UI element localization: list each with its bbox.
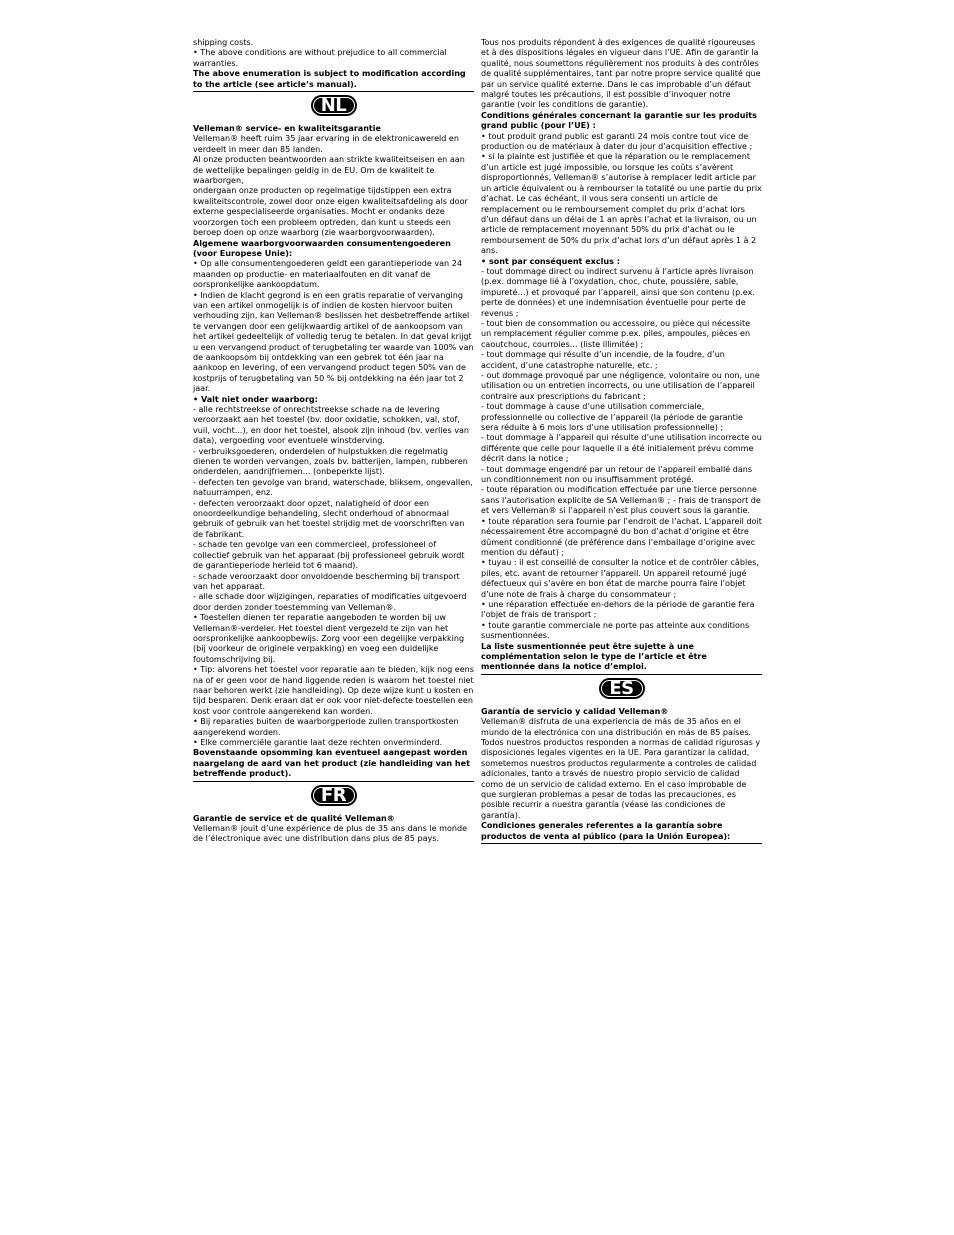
es-title: Garantía de servicio y calidad Velleman® [481,706,669,716]
fr-intro-continued: Tous nos produits répondent à des exigences de qualité rigoureuses et à des dispositions légales en vigueur dans l’UE. Afin de garantir la qualité, nous soumettons régulièrement nos produits à des contrôles de qualité supplémentaires, tant par notre propre service qualité que par un service qualité externe. Dans le cas improbable d’un défaut malgré toutes les précautions, il est possible d’invoquer notre garantie (voir les conditions de garantie). [481,38,761,110]
fr-title: Garantie de service et de qualité Velleman® [193,813,395,823]
nl-notice: Bovenstaande opsomming kan eventueel aangepast worden naargelang de aard van het product (zie handleiding van het betreffende product). [193,748,470,779]
fr-excluded-title: • sont par conséquent exclus : [481,256,620,266]
nl-language-badge: NL [311,95,357,116]
nl-conditions-title: Algemene waarborgvoorwaarden consumentengoederen (voor Europese Unie): [193,238,451,258]
en-notice: The above enumeration is subject to modification according to the article (see article’s manual). [193,69,466,89]
fr-intro: Velleman® jouit d’une expérience de plus de 35 ans dans le monde de l’électronique avec une distribution dans plus de 85 pays. [193,824,468,844]
nl-title: Velleman® service- en kwaliteitsgarantie [193,124,381,134]
es-intro: Velleman® disfruta de una experiencia de más de 35 años en el mundo de la electrónica con una distribución en más de 85 países. Todos nuestros productos responden a normas de calidad rigurosas y disposiciones legales vigentes en la UE. Para garantizar la calidad, sometemos nuestros productos regularmente a controles de calidad adicionales, tanto a través de nuestro propio servicio de calidad como de un servicio de calidad externo. En el caso improbable de que surgieran problemas a pesar de todas las precauciones, es posible recurrir a nuestra garantía (véase las condiciones de garantía). [481,717,761,820]
es-language-badge: ES [599,678,645,699]
nl-excluded: - alle rechtstreekse of onrechtstreekse schade na de levering veroorzaakt aan het toestel (bv. door oxidatie, schokken, val, stof, vuil, vocht...), en door het toestel, alsook zijn inhoud (bv. verlies van data), vergoeding voor eventuele winstderving. - verbruiksgoederen, onderdelen of hulpstukken die regelmatig dienen te worden vervangen, zoals bv. batterijen, lampen, rubberen onderdelen, aandrijfriemen... (onbeperkte lijst). - defecten ten gevolge van brand, waterschade, bliksem, ongevallen, natuurrampen, enz. - defecten veroorzaakt door opzet, nalatigheid of door een onoordeelkundige behandeling, slecht onderhoud of abnormaal gebruik of gebruik van het toestel strijdig met de voorschriften van de fabrikant. - schade ten gevolge van een commercieel, professioneel of collectief gebruik van het apparaat (bij professioneel gebruik wordt de garantieperiode herleid tot 6 maand). - schade veroorzaakt door onvoldoende bescherming bij transport van het apparaat. - alle schade door wijzigingen, reparaties of modificaties uitgevoerd door derden zonder toestemming van Velleman®. • Toestellen dienen ter reparatie aangeboden te worden bij uw Velleman®-verdeler. Het toestel dient vergezeld te zijn van het oorspronkelijke aankoopbewijs. Zorg voor een degelijke verpakking (bij voorkeur de originele verpakking) en voeg een duidelijke foutomschrijving bij. • Tip: alvorens het toestel voor reparatie aan te bieden, kijk nog eens na of er geen voor de hand liggende reden is waarom het toestel niet naar behoren werkt (zie handleiding). Op deze wijze kunt u kosten en tijd besparen. Denk eraan dat er ook voor niet-defecte toestellen een kost voor controle aangerekend kan worden. • Bij reparaties buiten de waarborgperiode zullen transportkosten aangerekend worden. • Elke commerciële garantie laat deze rechten onverminderd. [193,405,474,747]
nl-conditions: • Op alle consumentengoederen geldt een garantieperiode van 24 maanden op productie- en materiaalfouten en dit vanaf de oorspronkelijke aankoopdatum. • Indien de klacht gegrond is en een gratis reparatie of vervanging van een artikel onmogelijk is of indien de kosten hiervoor buiten verhouding zijn, kan Velleman® beslissen het desbetreffende artikel te vervangen door een gelijkwaardig artikel of de aankoopsom van het artikel gedeeltelijk of volledig terug te betalen. In dat geval krijgt u een vervangend product of terugbetaling ter waarde van 100% van de aankoopsom bij ontdekking van een gebrek tot één jaar na aankoop en levering, of een vervangend product tegen 50% van de kostprijs of terugbetaling van 50 % bij ontdekking na één jaar tot 2 jaar. [193,259,474,394]
fr-conditions-title: Conditions générales concernant la garantie sur les produits grand public (pour l’UE) : [481,110,757,131]
nl-excluded-title: • Valt niet onder waarborg: [193,394,318,404]
nl-intro: Velleman® heeft ruim 35 jaar ervaring in de elektronicawereld en verdeelt in meer dan 85 landen. Al onze producten beantwoorden aan strikte kwaliteitseisen en aan de wettelijke bepalingen geldig in de EU. Om de kwaliteit te waarborgen, ondergaan onze producten op regelmatige tijdstippen een extra kwaliteitscontrole, zowel door onze eigen kwaliteitsafdeling als door externe gespecialiseerde organisaties. Mocht er ondanks deze voorzorgen toch een probleem optreden, dan kunt u steeds een beroep doen op onze waarborg (zie waarborgvoorwaarden). [193,134,468,238]
divider [481,674,762,675]
divider [193,781,474,782]
divider [193,91,474,92]
left-column [193,38,474,845]
fr-badge-wrap [193,785,474,807]
es-conditions-title: Condiciones generales referentes a la garantía sobre productos de venta al público (para la Unión Europea): [481,821,731,841]
es-badge-wrap [481,678,762,700]
nl-badge-wrap [193,95,474,117]
right-column [481,38,762,844]
fr-language-badge: FR [311,785,357,806]
fr-excluded: - tout dommage direct ou indirect survenu à l’article après livraison (p.ex. dommage lié à l’oxydation, choc, chute, poussière, sable, impureté…) et provoqué par l’appareil, ainsi que son contenu (p.ex. perte de données) et une indemnisation éventuelle pour perte de revenus ; - tout bien de consommation ou accessoire, ou pièce qui nécessite un remplacement régulier comme p.ex. piles, ampoules, pièces en caoutchouc, courroies… (liste illimitée) ; - tout dommage qui résulte d’un incendie, de la foudre, d’un accident, d’une catastrophe naturelle, etc. ; - out dommage provoqué par une négligence, volontaire ou non, une utilisation ou un entretien incorrects, ou une utilisation de l’appareil contraire aux prescriptions du fabricant ; - tout dommage à cause d’une utilisation commerciale, professionnelle ou collective de l’appareil (la période de garantie sera réduite à 6 mois lors d’une utilisation professionnelle) ; - tout dommage à l’appareil qui résulte d’une utilisation incorrecte ou différente que celle pour laquelle il a été initialement prévu comme décrit dans la notice ; - tout dommage engendré par un retour de l’appareil emballé dans un conditionnement non ou insuffisamment protégé. - toute réparation ou modification effectuée par une tierce personne sans l’autorisation explicite de SA Velleman® ; - frais de transport de et vers Velleman® si l’appareil n’est plus couvert sous la garantie. • toute réparation sera fournie par l’endroit de l’achat. L’appareil doit nécessairement être accompagné du bon d’achat d’origine et être dûment conditionné (de préférence dans l’emballage d’origine avec mention du défaut) ; • tuyau : il est conseillé de consulter la notice et de contrôler câbles, piles, etc. avant de retourner l’appareil. Un appareil retourné jugé défectueux qui s’avère en bon état de marche pourra faire l’objet d’une note de frais à charge du consommateur ; • une réparation effectuée en-dehors de la période de garantie fera l’objet de frais de transport ; • toute garantie commerciale ne porte pas atteinte aux conditions susmentionnées. [481,266,762,641]
fr-notice: La liste susmentionnée peut être sujette à une complémentation selon le type de l’article et être mentionnée dans la notice d’emploi. [481,641,707,672]
divider [481,843,762,844]
fr-conditions: • tout produit grand public est garanti 24 mois contre tout vice de production ou de matériaux à dater du jour d’acquisition effective ; • si la plainte est justifiée et que la réparation ou le remplacement d’un article est jugé impossible, ou lorsque les coûts s’avèrent disproportionnés, Velleman® s’autorise à remplacer ledit article par un article équivalent ou à rembourser la totalité ou une partie du prix d’achat. Le cas échéant, il vous sera consenti un article de remplacement ou le remboursement complet du prix d’achat lors d’un défaut dans un délai de 1 an après l’achat et la livraison, ou un article de remplacement moyennant 50% du prix d’achat ou le remboursement de 50% du prix d’achat lors d’un défaut après 1 à 2 ans. [481,131,762,256]
en-tail-text: shipping costs. • The above conditions are without prejudice to all commercial warranties. [193,38,447,68]
